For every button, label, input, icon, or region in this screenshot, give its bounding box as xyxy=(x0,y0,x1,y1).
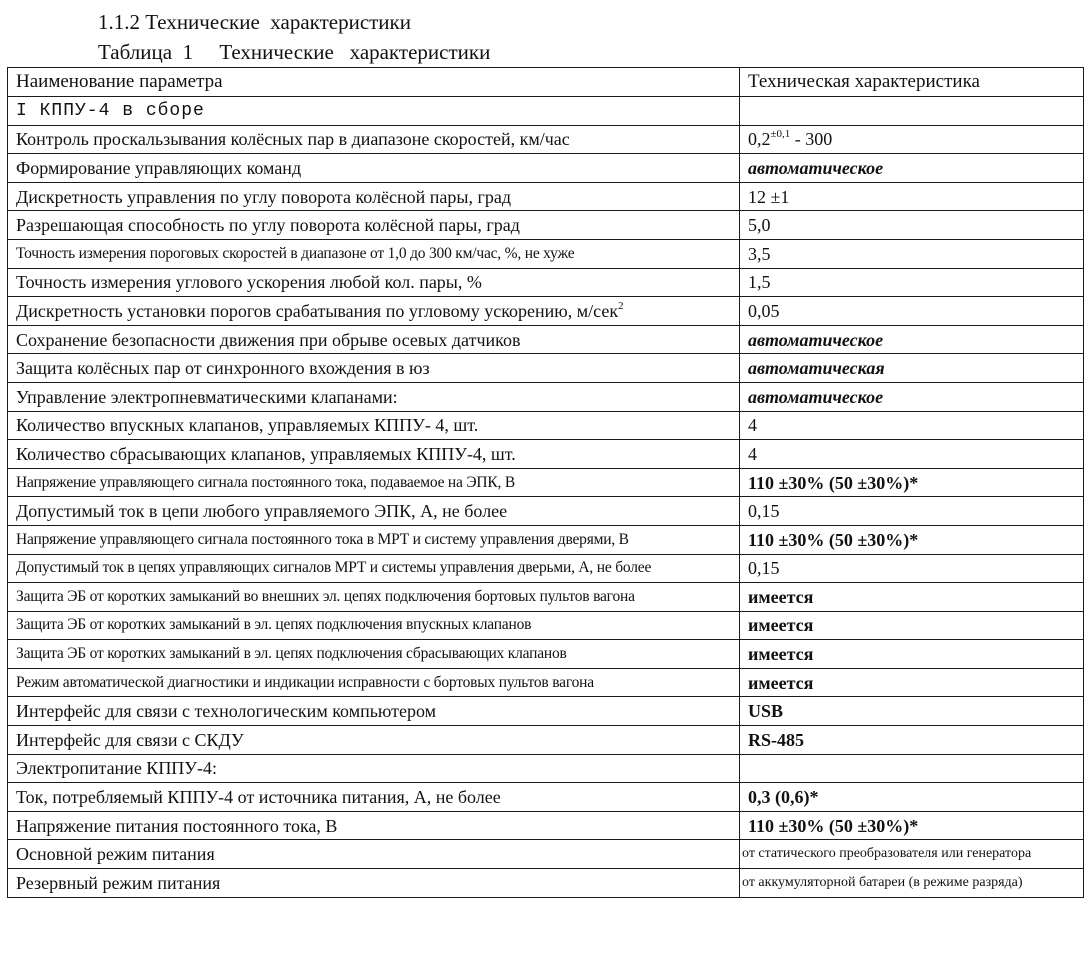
param-cell: Формирование управляющих команд xyxy=(8,154,740,183)
param-cell: Количество сбрасывающих клапанов, управляемых КППУ-4, шт. xyxy=(8,440,740,469)
section-empty-cell xyxy=(740,97,1084,126)
param-cell: Защита ЭБ от коротких замыканий во внешних эл. цепях подключения бортовых пультов вагона xyxy=(8,583,740,612)
param-cell: Основной режим питания xyxy=(8,840,740,869)
value-cell: 0,3 (0,6)* xyxy=(740,783,1084,812)
specifications-table xyxy=(7,67,1084,898)
param-cell: Точность измерения пороговых скоростей в диапазоне от 1,0 до 300 км/час, %, не хуже xyxy=(8,239,740,268)
table-row xyxy=(8,697,1084,726)
section-row xyxy=(8,97,1084,126)
table-row xyxy=(8,554,1084,583)
param-cell: Количество впускных клапанов, управляемых КППУ- 4, шт. xyxy=(8,411,740,440)
param-cell: Контроль проскальзывания колёсных пар в диапазоне скоростей, км/час xyxy=(8,125,740,154)
table-row xyxy=(8,525,1084,554)
value-cell: имеется xyxy=(740,640,1084,669)
value-cell: от аккумуляторной батареи (в режиме разряда) xyxy=(740,869,1084,898)
value-cell: имеется xyxy=(740,583,1084,612)
param-cell: Напряжение управляющего сигнала постоянного тока, подаваемое на ЭПК, В xyxy=(8,468,740,497)
table-row xyxy=(8,211,1084,240)
param-cell: Защита ЭБ от коротких замыканий в эл. цепях подключения впускных клапанов xyxy=(8,611,740,640)
value-cell: 110 ±30% (50 ±30%)* xyxy=(740,811,1084,840)
value-cell: 3,5 xyxy=(740,239,1084,268)
value-cell: 0,15 xyxy=(740,554,1084,583)
value-cell: 4 xyxy=(740,440,1084,469)
table-header-row xyxy=(8,68,1084,97)
header-value: Техническая характеристика xyxy=(740,68,1084,97)
table-row xyxy=(8,325,1084,354)
table-caption: Таблица 1 Технические характеристики xyxy=(98,40,491,64)
param-cell: Допустимый ток в цепях управляющих сигналов МРТ и системы управления дверьми, А, не более xyxy=(8,554,740,583)
value-cell: автоматическое xyxy=(740,154,1084,183)
param-cell: Интерфейс для связи с СКДУ xyxy=(8,726,740,755)
param-cell: Резервный режим питания xyxy=(8,869,740,898)
table-row xyxy=(8,154,1084,183)
param-cell: Ток, потребляемый КППУ-4 от источника питания, А, не более xyxy=(8,783,740,812)
param-cell: Дискретность установки порогов срабатывания по угловому ускорению, м/сек$^2$ xyxy=(8,297,740,326)
param-cell: Дискретность управления по углу поворота колёсной пары, град xyxy=(8,182,740,211)
table-row xyxy=(8,754,1084,783)
table-row xyxy=(8,583,1084,612)
param-cell: Защита ЭБ от коротких замыканий в эл. цепях подключения сбрасывающих клапанов xyxy=(8,640,740,669)
param-cell: Точность измерения углового ускорения любой кол. пары, % xyxy=(8,268,740,297)
table-row xyxy=(8,840,1084,869)
table-row xyxy=(8,468,1084,497)
param-cell: Сохранение безопасности движения при обрыве осевых датчиков xyxy=(8,325,740,354)
param-cell: Защита колёсных пар от синхронного вхождения в юз xyxy=(8,354,740,383)
value-cell: $0,2^{\pm 0,1} - 300$ xyxy=(740,125,1084,154)
param-cell: Разрешающая способность по углу поворота колёсной пары, град xyxy=(8,211,740,240)
value-cell xyxy=(740,754,1084,783)
value-cell: автоматическое xyxy=(740,325,1084,354)
table-row xyxy=(8,411,1084,440)
param-cell: Напряжение управляющего сигнала постоянного тока в МРТ и систему управления дверями, В xyxy=(8,525,740,554)
value-cell: 4 xyxy=(740,411,1084,440)
section-heading: 1.1.2 Технические характеристики xyxy=(98,10,411,34)
table-row xyxy=(8,726,1084,755)
value-cell: USB xyxy=(740,697,1084,726)
table-row xyxy=(8,497,1084,526)
table-row xyxy=(8,440,1084,469)
value-cell: 110 ±30% (50 ±30%)* xyxy=(740,468,1084,497)
table-row xyxy=(8,869,1084,898)
param-cell: Напряжение питания постоянного тока, В xyxy=(8,811,740,840)
table-row xyxy=(8,640,1084,669)
table-row xyxy=(8,297,1084,326)
value-cell: автоматическое xyxy=(740,382,1084,411)
value-cell: от статического преобразователя или генератора xyxy=(740,840,1084,869)
section-title: I КППУ-4 в сборе xyxy=(8,97,740,126)
header-parameter: Наименование параметра xyxy=(8,68,740,97)
value-cell: 110 ±30% (50 ±30%)* xyxy=(740,525,1084,554)
value-cell: автоматическая xyxy=(740,354,1084,383)
value-cell: 1,5 xyxy=(740,268,1084,297)
value-cell: имеется xyxy=(740,668,1084,697)
table-row xyxy=(8,268,1084,297)
table-row xyxy=(8,125,1084,154)
value-cell: 5,0 xyxy=(740,211,1084,240)
param-cell: Электропитание КППУ-4: xyxy=(8,754,740,783)
param-cell: Управление электропневматическими клапанами: xyxy=(8,382,740,411)
table-row xyxy=(8,611,1084,640)
value-cell: RS-485 xyxy=(740,726,1084,755)
param-cell: Допустимый ток в цепи любого управляемого ЭПК, А, не более xyxy=(8,497,740,526)
table-row xyxy=(8,382,1084,411)
param-cell: Режим автоматической диагностики и индикации исправности с бортовых пультов вагона xyxy=(8,668,740,697)
table-row xyxy=(8,182,1084,211)
table-row xyxy=(8,811,1084,840)
value-cell: 0,15 xyxy=(740,497,1084,526)
table-row xyxy=(8,354,1084,383)
table-row xyxy=(8,783,1084,812)
table-row xyxy=(8,668,1084,697)
value-cell: имеется xyxy=(740,611,1084,640)
value-cell: 12 ±1 xyxy=(740,182,1084,211)
param-cell: Интерфейс для связи с технологическим компьютером xyxy=(8,697,740,726)
table-row xyxy=(8,239,1084,268)
value-cell: 0,05 xyxy=(740,297,1084,326)
